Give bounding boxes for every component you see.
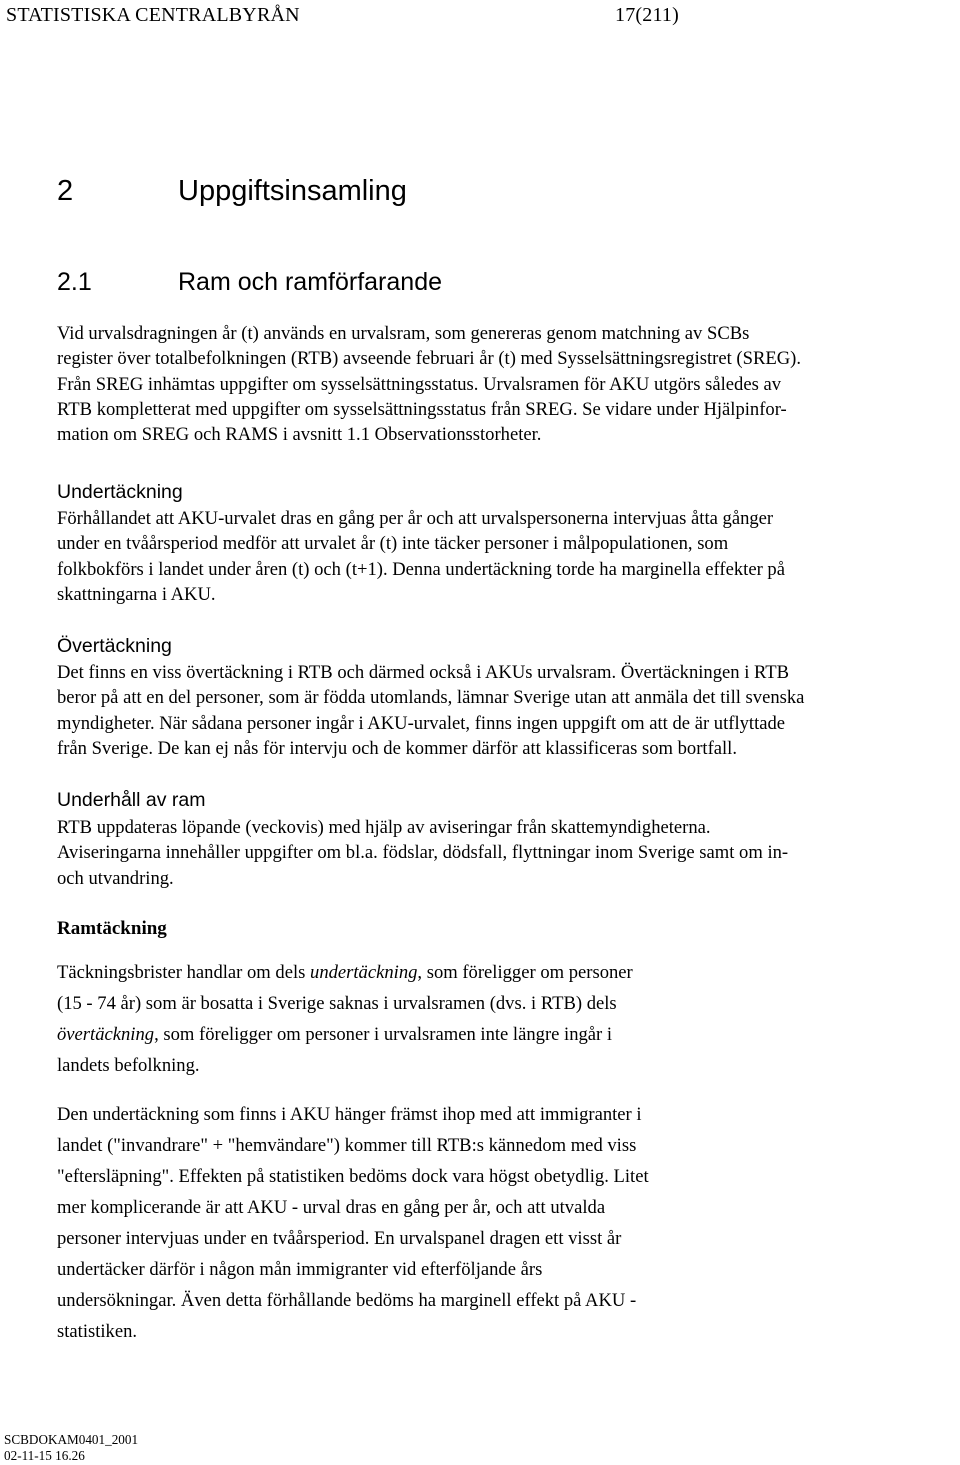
text-line: myndigheter. När sådana personer ingår i AKU-urvalet, finns ingen uppgift om att de är utflyttade [57, 712, 786, 734]
text-line: under en tvåårsperiod medför att urvalet år (t) inte täcker personer i målpopulationen, som [57, 533, 729, 555]
underhall-heading: Underhåll av ram [57, 789, 206, 811]
text-line: (15 - 74 år) som är bosatta i Sverige saknas i urvalsramen (dvs. i RTB) dels [57, 993, 617, 1014]
text-line: Förhållandet att AKU-urvalet dras en gång per år och att urvalspersonerna intervjuas åtta gånger [57, 508, 774, 529]
undertackning-paragraph [57, 506, 959, 607]
text-line: undersökningar. Även detta förhållande bedöms ha marginell effekt på AKU - [57, 1290, 637, 1311]
text-line: undertäcker därför i någon mån immigranter vid efterföljande års [57, 1259, 543, 1280]
underhall-paragraph [57, 815, 959, 891]
text-line: register över totalbefolkningen (RTB) avseende februari år (t) med Sysselsättningsregistret (SREG). [57, 348, 801, 370]
text-line: övertäckning, som föreligger om personer i urvalsramen inte längre ingår i [57, 1024, 613, 1045]
section-heading [57, 268, 442, 297]
ramtackning-heading: Ramtäckning [57, 918, 167, 939]
chapter-title: Uppgiftsinsamling [178, 175, 407, 207]
undertackning-heading: Undertäckning [57, 481, 183, 503]
footer-doc-id: SCBDOKAM0401_2001 [4, 1432, 139, 1447]
section-number: 2.1 [57, 268, 92, 296]
overtackning-heading: Övertäckning [57, 635, 172, 657]
text-line: RTB uppdateras löpande (veckovis) med hjälp av aviseringar från skattemyndigheterna. [57, 817, 711, 838]
text-line: RTB kompletterat med uppgifter om sysselsättningsstatus från SREG. Se vidare under Hjälpinfor- [57, 398, 787, 420]
text-line: mer komplicerande är att AKU - urval dras en gång per år, och att utvalda [57, 1197, 606, 1218]
text-line: Den undertäckning som finns i AKU hänger främst ihop med att immigranter i [57, 1104, 642, 1125]
overtackning-paragraph [57, 660, 959, 761]
intro-paragraph [57, 321, 959, 447]
header-page-number: 17(211) [615, 4, 679, 26]
text-line: landets befolkning. [57, 1055, 200, 1076]
text-line: Det finns en viss övertäckning i RTB och därmed också i AKUs urvalsram. Övertäckningen i RTB [57, 662, 790, 683]
text-line: från Sverige. De kan ej nås för intervju och de kommer därför att klassificeras som bortfall. [57, 737, 737, 759]
section-title: Ram och ramförfarande [178, 268, 443, 296]
ramtackning-paragraph-1 [57, 957, 633, 1081]
text-line: Aviseringarna innehåller uppgifter om bl.a. födslar, dödsfall, flyttningar inom Sverige samt om in- [57, 842, 789, 864]
text-line: mation om SREG och RAMS i avsnitt 1.1 Observationsstorheter. [57, 424, 542, 446]
text-line: personer intervjuas under en tvåårsperiod. En urvalspanel dragen ett visst år [57, 1228, 622, 1249]
footer [4, 1432, 138, 1464]
text-line: beror på att en del personer, som är födda utomlands, lämnar Sverige utan att anmäla det till svenska [57, 687, 805, 709]
footer-date: 02-11-15 16.26 [4, 1448, 85, 1463]
text-line: och utvandring. [57, 867, 174, 889]
text-line: skattningarna i AKU. [57, 583, 216, 605]
text-line: Vid urvalsdragningen år (t) används en urvalsram, som genereras genom matchning av SCBs [57, 323, 750, 344]
text-line: statistiken. [57, 1321, 138, 1342]
chapter-number: 2 [57, 175, 74, 207]
text-line: Täckningsbrister handlar om dels undertäckning, som föreligger om personer [57, 962, 633, 983]
text-line: Från SREG inhämtas uppgifter om sysselsättningsstatus. Urvalsramen för AKU utgörs således av [57, 373, 782, 395]
text-line: folkbokförs i landet under åren (t) och (t+1). Denna undertäckning torde ha marginella effekter på [57, 558, 785, 580]
ramtackning-paragraph-2 [57, 1099, 649, 1347]
chapter-heading [57, 175, 407, 208]
header-organization: STATISTISKA CENTRALBYRÅN [6, 4, 300, 26]
text-line: "eftersläpning". Effekten på statistiken bedöms dock vara högst obetydlig. Litet [57, 1166, 649, 1187]
text-line: landet ("invandrare" + "hemvändare") kommer till RTB:s kännedom med viss [57, 1135, 637, 1156]
